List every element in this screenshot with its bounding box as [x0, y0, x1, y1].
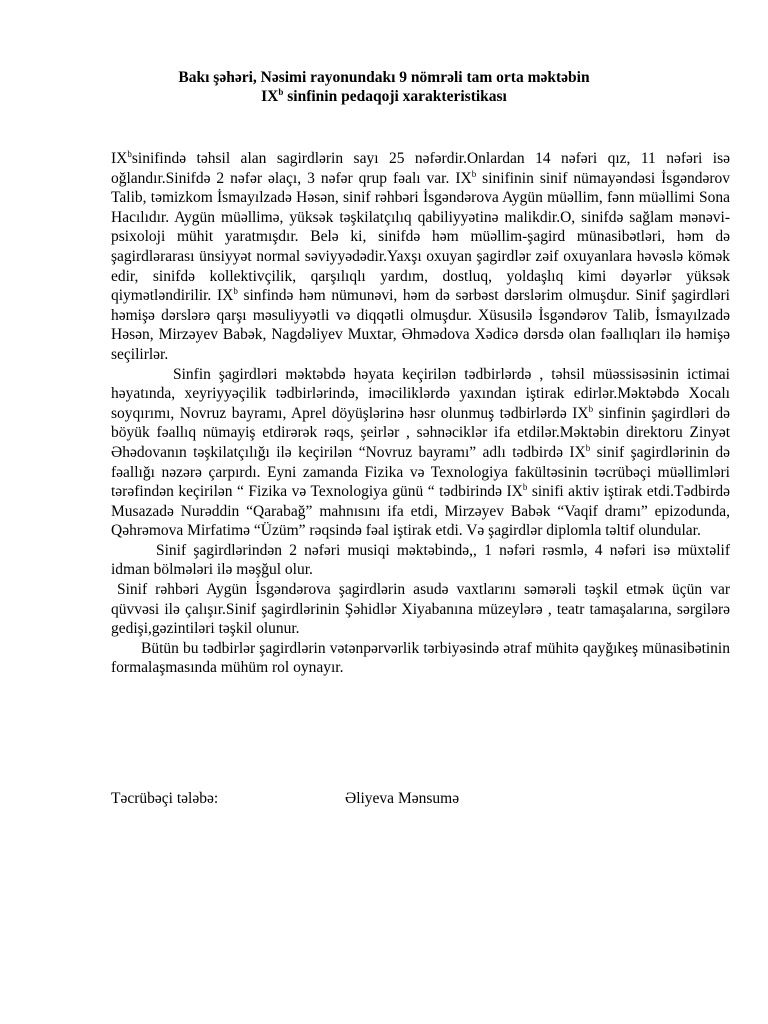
class-superscript: b — [233, 286, 238, 297]
paragraph-conclusion: Bütün bu tədbirlər şagirdlərin vətənpərvərlik tərbiyəsində ətraf mühitə qayğıkeş münasibətinin formalaşmasında mühüm rol oynayır. — [111, 639, 730, 677]
document-body — [111, 149, 730, 678]
signature-name: Əliyeva Mənsumə — [345, 790, 460, 807]
class-superscript: b — [471, 168, 477, 179]
paragraph-extracurricular: Sinif şagirdlərindən 2 nəfəri musiqi məktəbində,, 1 nəfəri rəsmlə, 4 nəfəri isə müxtəlif idman bölmələri ilə məşğul olur. — [111, 541, 730, 579]
title-class-superscript: b — [278, 87, 284, 97]
class-superscript: b — [585, 442, 591, 453]
paragraph-events — [111, 365, 730, 541]
paragraph-text: sinifi aktiv iştirak etdi.Tədbirdə Musazadə Nurəddin “Qarabağ” mahnısını ifa etdi, Mirzəyev Babək “Vaqif dramı” epizodunda, Qəhrəmova Mirfatimə “Üzüm” rəqsində fəal iştirak etdi. Və şagirdlər diplomla təltif olundular. — [111, 483, 730, 540]
paragraph-leisure: Sinif rəhbəri Aygün İsgəndərova şagirdlərin asudə vaxtlarını səmərəli təşkil etmək üçün var qüvvəsi ilə çalışır.Sinif şagirdlərinin Şəhidlər Xiyabanına müzeylərə , teatr tamaşalarına, sərgilərə gedişi,gəzintiləri təşkil olunur. — [111, 581, 730, 638]
title-class-name: IX — [261, 88, 279, 105]
document-title-line-1: Bakı şəhəri, Nəsimi rayonundakı 9 nömrəli tam orta məktəbin — [178, 69, 590, 86]
paragraph-text: sinifinin sinif nümayəndəsi İsgəndərov Talib, təmizkom İsmayılzadə Həsən, sinif rəhbəri İsgəndərova Aygün müəllim, fənn müəllimi Sona Hacılıdır. Aygün müəllimə, yüksək təşkilatçılıq qabiliyyətinə malikdir.O, sinifdə sağlam mənəvi-psixoloji mühit yaratmışdır. Belə ki, sinifdə həm müəllim-şagird münasibətləri, həm də şagirdlərarası ünsiyyət normal səviyyədədir.Yaxşı oxuyan şagirdlər zəif oxuyanlara həvəslə kömək edir, sinifdə kollektivçilik, qarşılıqlı yardım, dostluq, yoldaşlıq kimi dəyərlər yüksək qiymətləndirilir. IX — [111, 169, 731, 305]
paragraph-text: Sinfin şagirdləri məktəbdə həyata keçirilən tədbirlərdə , təhsil müəssisəsinin ictimai həyatında, xeyriyyəçilik tədbirlərində, iməciliklərdə yaxından iştirak edirlər.Məktəbdə Xocalı soyqırımı, Novruz bayramı, Aprel döyüşlərinə həsr olunmuş tədbirlərdə IX — [111, 365, 730, 422]
signature-label: Təcrübəçi tələbə: — [111, 790, 219, 807]
paragraph-text: sinfində həm nümunəvi, həm də sərbəst dərslərim olmuşdur. Sinif şagirdləri həmişə dərslərə qarşı məsuliyyətli və diqqətli olmuşdur. Xüsusilə İsgəndərov Talib, İsmayılzadə Həsən, Mirzəyev Babək, Nagdəliyev Muxtar, Əhmədova Xədicə dərsdə olan fəallıqları ilə həmişə seçilirlər. — [111, 287, 730, 363]
paragraph-text: sinif şagirdlərinin də fəallığı nəzərə çarpırdı. Eyni zamanda Fizika və Texnologiya fakültəsinin təcrübəçi müəllimləri tərəfindən keçirilən “ Fizika və Texnologiya günü “ tədbirində IX — [111, 443, 730, 501]
document-title-line-2 — [100, 88, 668, 106]
paragraph-text: IX — [111, 150, 128, 167]
class-superscript: b — [588, 403, 594, 414]
class-superscript: b — [127, 149, 132, 159]
paragraph-text: sinifində təhsil alan sagirdlərin sayı 25 nəfərdir.Onlardan 14 nəfəri qız, 11 nəfəri isə oğlandır.Sinifdə 2 nəfər əlaçı, 3 nəfər qrup fəalı var. IX — [111, 150, 730, 187]
paragraph-text: sinfinin şagirdləri də böyük fəallıq nümayiş etdirərək rəqs, şeirlər , səhnəciklər ifa etdilər.Məktəbin direktoru Zinyət Əhədovanın təşkilatçılığı ilə keçirilən “Novruz bayramı” adlı tədbirdə IX — [111, 404, 730, 461]
title-rest: sinfinin pedaqoji xarakteristikası — [283, 88, 507, 105]
class-superscript: b — [522, 482, 528, 493]
paragraph-class-overview — [111, 149, 730, 365]
